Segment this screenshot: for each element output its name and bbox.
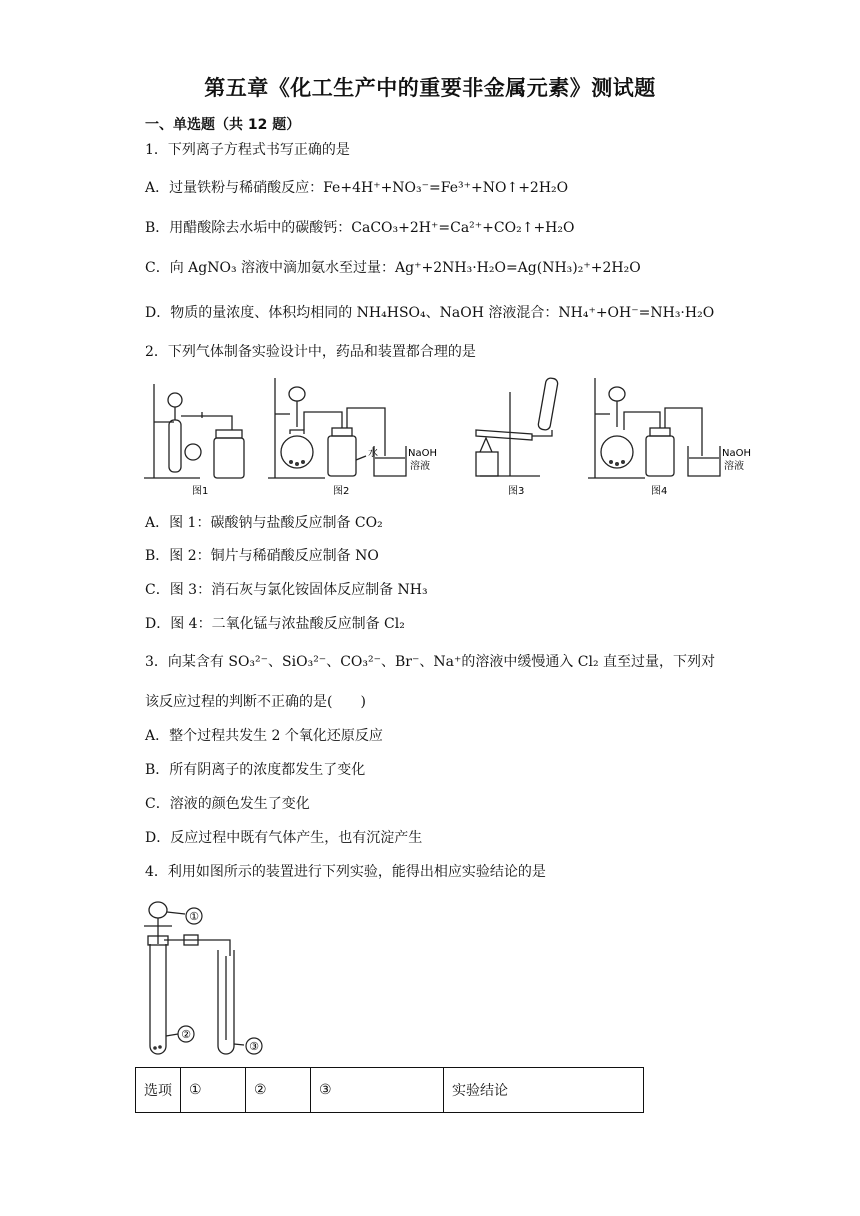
q4-stem: 4．利用如图所示的装置进行下列实验，能得出相应实验结论的是 bbox=[145, 864, 546, 880]
table-header-1: ① bbox=[181, 1068, 246, 1113]
q3-option-a: A．整个过程共发生 2 个氧化还原反应 bbox=[145, 728, 383, 744]
table-header-option: 选项 bbox=[136, 1068, 181, 1113]
options-table bbox=[135, 1067, 644, 1113]
figure-3-apparatus bbox=[476, 377, 558, 476]
solution-label-fig2: 溶液 bbox=[410, 461, 430, 472]
q3-option-c: C．溶液的颜色发生了变化 bbox=[145, 796, 310, 812]
q1-option-c: C．向 AgNO₃ 溶液中滴加氨水至过量：Ag⁺+2NH₃·H₂O=Ag(NH₃)₂⁺+2H₂O bbox=[145, 260, 641, 276]
figure-1-apparatus bbox=[144, 384, 244, 478]
marker-1: ① bbox=[189, 910, 199, 923]
marker-3: ③ bbox=[249, 1040, 259, 1053]
table-header-2: ② bbox=[246, 1068, 311, 1113]
q1-option-a: A．过量铁粉与稀硝酸反应：Fe+4H⁺+NO₃⁻=Fe³⁺+NO↑+2H₂O bbox=[145, 180, 569, 196]
section-heading: 一、单选题（共 12 题） bbox=[145, 117, 301, 133]
q2-option-c: C．图 3：消石灰与氯化铵固体反应制备 NH₃ bbox=[145, 582, 428, 598]
q1-stem: 1．下列离子方程式书写正确的是 bbox=[145, 142, 350, 158]
figure-4-apparatus bbox=[588, 378, 720, 478]
table-header-conclusion: 实验结论 bbox=[444, 1068, 644, 1113]
q2-option-a: A．图 1：碳酸钠与盐酸反应制备 CO₂ bbox=[145, 515, 383, 531]
table-header-row bbox=[136, 1068, 644, 1113]
q1-option-b: B．用醋酸除去水垢中的碳酸钙：CaCO₃+2H⁺=Ca²⁺+CO₂↑+H₂O bbox=[145, 220, 575, 236]
q3-option-d: D．反应过程中既有气体产生，也有沉淀产生 bbox=[145, 830, 423, 846]
q3-option-b: B．所有阴离子的浓度都发生了变化 bbox=[145, 762, 366, 778]
naoh-label-fig4: NaOH bbox=[722, 448, 751, 459]
figure-label-4: 图4 bbox=[651, 486, 668, 497]
page-title: 第五章《化工生产中的重要非金属元素》测试题 bbox=[204, 76, 656, 100]
q2-apparatus-figures bbox=[140, 372, 760, 500]
q2-option-d: D．图 4：二氧化锰与浓盐酸反应制备 Cl₂ bbox=[145, 616, 405, 632]
water-label: 水 bbox=[368, 448, 378, 459]
table-header-3: ③ bbox=[311, 1068, 444, 1113]
q3-stem-line1: 3．向某含有 SO₃²⁻、SiO₃²⁻、CO₃²⁻、Br⁻、Na⁺的溶液中缓慢通入 Cl₂ 直至过量，下列对 bbox=[145, 654, 716, 670]
figure-2-apparatus bbox=[268, 378, 406, 478]
figure-label-2: 图2 bbox=[333, 486, 350, 497]
figure-label-1: 图1 bbox=[192, 486, 209, 497]
q2-stem: 2．下列气体制备实验设计中，药品和装置都合理的是 bbox=[145, 344, 476, 360]
marker-2: ② bbox=[181, 1028, 191, 1041]
naoh-label-fig2: NaOH bbox=[408, 448, 437, 459]
q2-option-b: B．图 2：铜片与稀硝酸反应制备 NO bbox=[145, 548, 379, 564]
q4-apparatus-figure bbox=[140, 896, 280, 1060]
q3-stem-line2: 该反应过程的判断不正确的是( ) bbox=[145, 694, 366, 710]
q1-option-d: D．物质的量浓度、体积均相同的 NH₄HSO₄、NaOH 溶液混合：NH₄⁺+OH⁻=NH₃·H₂O bbox=[145, 305, 715, 321]
figure-label-3: 图3 bbox=[508, 486, 525, 497]
solution-label-fig4: 溶液 bbox=[724, 461, 744, 472]
